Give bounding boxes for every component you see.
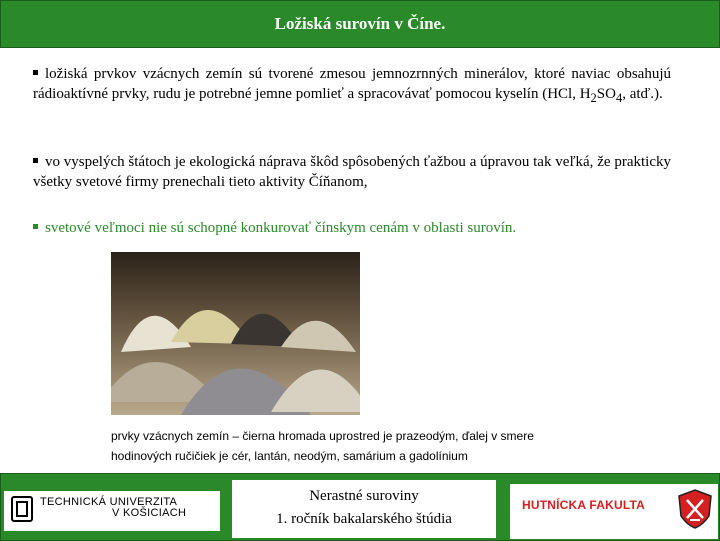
bullet-paragraph-2	[33, 152, 671, 192]
faculty-emblem-icon	[676, 488, 714, 530]
university-name-line-1: TECHNICKÁ UNIVERZITA	[40, 496, 178, 508]
course-info-block	[232, 480, 496, 538]
faculty-logo-block	[510, 484, 718, 539]
faculty-name: HUTNÍCKA FAKULTA	[522, 498, 645, 512]
p1-text-a: ložiská prvkov vzácnych zemín sú tvorené zmesou jemnozrnných minerálov, ktoré naviac obsahujú rádioaktívné prvky, rudu je potrebné jemne pomlieť a spracovávať pomocou kyselín (HCl, H	[33, 66, 671, 102]
bullet-square-icon	[33, 70, 38, 75]
p1-subscript-1: 2	[590, 91, 597, 105]
bullet-paragraph-1	[33, 64, 671, 108]
bullet-square-icon	[33, 158, 38, 163]
caption-line-2: hodinových ručičiek je cér, lantán, neodým, samárium a gadolínium	[111, 449, 468, 463]
p1-text-b: SO	[596, 86, 616, 102]
p2-text: vo vyspelých štátoch je ekologická náprava škôd spôsobených ťažbou a úpravou tak veľká, že prakticky všetky svetové firmy prenechali tieto aktivity Číňanom,	[33, 154, 671, 190]
university-name-line-2: V KOŠICIACH	[112, 507, 187, 519]
caption-line-1: prvky vzácnych zemín – čierna hromada uprostred je prazeodým, ďalej v smere	[111, 429, 534, 443]
bullet-square-icon	[33, 224, 38, 229]
powder-piles-illustration	[111, 252, 360, 415]
university-name	[40, 497, 186, 519]
course-year: 1. ročník bakalarského štúdia	[276, 511, 452, 527]
university-logo-block	[4, 491, 220, 531]
photo-caption	[111, 426, 671, 466]
bullet-paragraph-3	[33, 218, 671, 238]
p3-text: svetové veľmoci nie sú schopné konkurovať čínskym cenám v oblasti surovín.	[45, 220, 517, 236]
course-name: Nerastné suroviny	[309, 488, 419, 504]
p1-text-c: , atď.).	[622, 86, 663, 102]
rare-earth-powders-photo	[111, 252, 360, 415]
slide-title: Ložiská surovín v Číne.	[274, 14, 446, 33]
p1-subscript-2: 4	[615, 91, 623, 105]
university-emblem-icon	[10, 495, 34, 523]
